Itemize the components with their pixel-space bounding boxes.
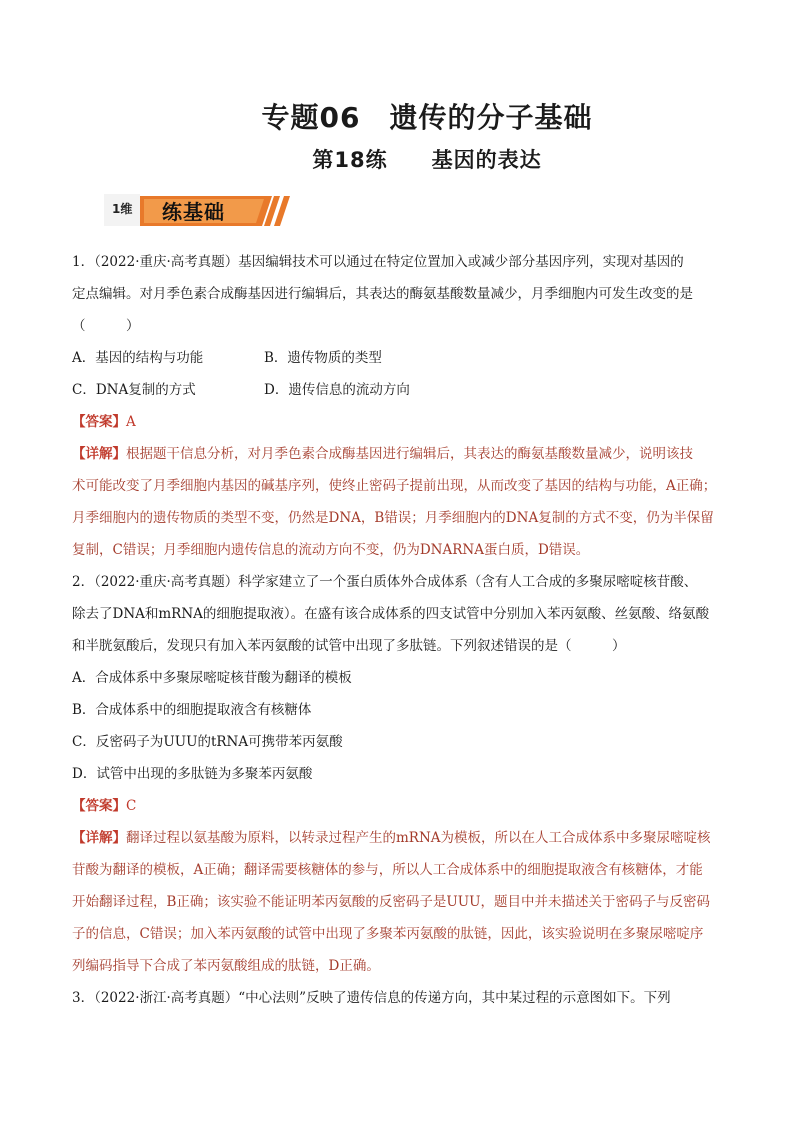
banner-label: 练基础 (162, 200, 225, 224)
sub-title: 第18练 基因的表达 (312, 148, 542, 172)
q2-option-b: B．合成体系中的细胞提取液含有核糖体 (72, 702, 312, 718)
q1-detail-line: 月季细胞内的遗传物质的类型不变，仍然是DNA，B错误；月季细胞内的DNA复制的方式不变，仍为半保留 (72, 510, 714, 526)
detail-label: 【详解】 (72, 446, 126, 462)
q1-option-a: A．基因的结构与功能 (72, 350, 204, 366)
q2-detail-line: 苷酸为翻译的模板，A正确；翻译需要核糖体的参与，所以人工合成体系中的细胞提取液含有核糖体，才能 (72, 862, 703, 878)
q1-stem-line: （ ） (72, 318, 140, 334)
answer-value: C (126, 798, 137, 814)
q2-stem-line: 2．（2022·重庆·高考真题）科学家建立了一个蛋白质体外合成体系（含有人工合成的多聚尿嘧啶核苷酸、 (72, 574, 698, 590)
main-title: 专题06 遗传的分子基础 (261, 101, 593, 134)
q1-options-row (72, 342, 726, 374)
q2-stem-line: 和半胱氨酸后，发现只有加入苯丙氨酸的试管中出现了多肽链。下列叙述错误的是（ ） (72, 638, 626, 654)
q1-stem-line: 定点编辑。对月季色素合成酶基因进行编辑后，其表达的酶氨基酸数量减少，月季细胞内可发生改变的是 (72, 286, 693, 302)
q2-option-a: A．合成体系中多聚尿嘧啶核苷酸为翻译的模板 (72, 670, 352, 686)
q2-detail-line: 子的信息，C错误；加入苯丙氨酸的试管中出现了多聚苯丙氨酸的肽链，因此，该实验说明在多聚尿嘧啶序 (72, 926, 704, 942)
answer-label: 【答案】 (72, 414, 126, 430)
q1-option-c: C．DNA复制的方式 (72, 382, 196, 398)
q1-option-d: D．遗传信息的流动方向 (264, 382, 410, 398)
detail-text: 根据题干信息分析，对月季色素合成酶基因进行编辑后，其表达的酶氨基酸数量减少，说明该技 (126, 446, 693, 462)
q1-answer (72, 406, 726, 438)
q1-detail-line: 术可能改变了月季细胞内基因的碱基序列，使终止密码子提前出现，从而改变了基因的结构与功能，A正确； (72, 478, 717, 494)
banner-tag: 1维 (112, 202, 133, 216)
q1-detail-line (72, 438, 726, 470)
q2-answer (72, 790, 726, 822)
q2-detail-line: 列编码指导下合成了苯丙氨酸组成的肽链，D正确。 (72, 958, 380, 974)
detail-label: 【详解】 (72, 830, 126, 846)
q1-options-row (72, 374, 726, 406)
q1-stem-line: 1．（2022·重庆·高考真题）基因编辑技术可以通过在特定位置加入或减少部分基因序列，实现对基因的 (72, 254, 684, 270)
q2-option-c: C．反密码子为UUU的tRNA可携带苯丙氨酸 (72, 734, 343, 750)
q3-stem-line: 3．（2022·浙江·高考真题）“中心法则”反映了遗传信息的传递方向，其中某过程的示意图如下。下列 (72, 990, 671, 1006)
q2-option-d: D．试管中出现的多肽链为多聚苯丙氨酸 (72, 766, 313, 782)
q2-detail-line: 开始翻译过程，B正确；该实验不能证明苯丙氨酸的反密码子是UUU，题目中并未描述关于密码子与反密码 (72, 894, 711, 910)
q2-detail-line (72, 822, 726, 854)
detail-text: 翻译过程以氨基酸为原料，以转录过程产生的mRNA为模板，所以在人工合成体系中多聚尿嘧啶核 (126, 830, 711, 846)
q2-stem-line: 除去了DNA和mRNA的细胞提取液）。在盛有该合成体系的四支试管中分别加入苯丙氨酸、丝氨酸、络氨酸 (72, 606, 710, 622)
answer-label: 【答案】 (72, 798, 126, 814)
q1-detail-line: 复制，C错误；月季细胞内遗传信息的流动方向不变，仍为DNARNA蛋白质，D错误。 (72, 542, 590, 558)
q1-option-b: B．遗传物质的类型 (264, 350, 382, 366)
answer-value: A (126, 414, 136, 430)
section-banner (104, 190, 294, 230)
question-content (72, 246, 726, 1014)
